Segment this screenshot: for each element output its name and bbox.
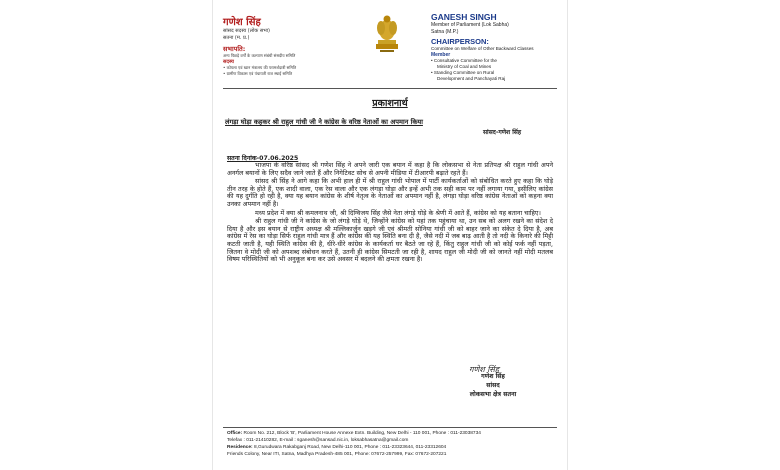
designation-hindi: सांसद सदस्य (लोक सभा) <box>223 28 270 34</box>
residence-address: 8,Gurudwara Rakabganj Road, New Delhi-110 001, Phone : 011-23323644, 011-23312604 <box>253 445 447 450</box>
office-label: Office: <box>227 431 243 436</box>
dateline: सतना दिनांक-07.06.2025 <box>227 155 299 162</box>
residence-label: Residence: <box>227 445 253 450</box>
letter-page <box>213 0 567 470</box>
signatory-area: लोकसभा क्षेत्र सतना <box>469 391 517 398</box>
mp-name-hindi: गणेश सिंह <box>223 17 261 28</box>
signatory-name: गणेश सिंह <box>481 373 505 380</box>
member-item-english-1: • Consultative Committee for the <box>431 58 497 63</box>
subject-text: लंगड़ा घोड़ा कहकर श्री राहुल गांधी जी ने कांग्रेस के वरिष्ठ नेताओं का अपमान किया <box>225 118 423 126</box>
press-subject <box>225 117 555 126</box>
member-label-english: Member <box>431 52 451 58</box>
footer-office <box>227 430 557 437</box>
letterhead-english <box>431 12 561 82</box>
footer-residence <box>227 444 557 451</box>
press-body <box>227 162 553 265</box>
national-emblem-icon <box>372 10 402 54</box>
document-title: प्रकाशनार्थ <box>372 98 408 109</box>
paragraph: सांसद श्री सिंह ने आगे कहा कि अभी हाल ही में श्री राहुल गांधी भोपाल में पार्टी कार्यकर्ताओं को संबोधित करते हुए कहा कि घोड़े तीन तरह के होते हैं, एक शादी वाला, एक रेस वाला और एक लंगड़ा घोड़ा और इन्हें अभी तक सही काम पर नहीं लगाया गया, इसीलिए कांग्रेस की यह दुर्गति हो रही है, क्या यह बयान कांग्रेस के शीर्ष नेतृत्व के नेताओं का अपमान नहीं है, लंगड़ा घोड़ा वरिष्ठ कांग्रेस नेताओं को कहना क्या उनका अपमान नहीं है। <box>227 177 553 208</box>
designation-english: Member of Parliament (Lok Sabha) <box>431 22 509 28</box>
paragraph: श्री राहुल गांधी जी ने कांग्रेस के जो लंगड़े घोड़े थे, जिन्होंने कांग्रेस को यहां तक पहुंचाया था, उन सब को अलग रखने का संदेश दे दिया है और इस बयान से राष्ट्रीय अध्यक्ष श्री मल्लिकार्जुन खड़गे जी एवं श्रीमती सोनिया गांधी जी को बाहर जाने का संकेत दे दिया है, अब कांग्रेस में रेस का घोड़ा सिर्फ राहुल गांधी मात्र हैं और कांग्रेस की यह स्थिति बना दी है, जैसे नदी में जब बाढ़ आती है तो नदी के किनारे की मिट्टी कटती जाती है, यही स्थिति कांग्रेस की है, धीरे-धीरे कांग्रेस के कार्यकर्ता घर बैठते जा रहे हैं, किंतु राहुल गांधी जी को कोई फर्क नहीं पड़ता, जितना वे मोदी जी को अपशब्द संबोधन करते हैं, उतनी ही कांग्रेस सिमटती जा रही है, शायद राहुल जी मोदी जी को जानते नहीं मोदी मतलब विषम परिस्थितियों को भी अनुकूल बना कर उसे अवसर में बदलने की क्षमता रखना है। <box>227 217 553 264</box>
chair-committee-hindi: अन्य पिछड़े वर्गों के कल्याण संबंधी संसदीय समिति <box>223 53 296 58</box>
member-item-english-2b: Development and Panchayati Raj <box>437 76 506 81</box>
member-label-hindi: सदस्य <box>223 59 234 65</box>
mp-name-english: GANESH SINGH <box>431 12 497 22</box>
signature-block <box>463 372 523 399</box>
member-item-hindi-2: • ग्रामीण विकास एवं पंचायती राज स्थाई समिति <box>223 71 292 76</box>
chair-committee-english: Committee on Welfare of Other Backward Classes <box>431 46 534 51</box>
constituency-hindi: सतना (म. प्र.) <box>223 35 250 41</box>
footer-divider <box>223 427 557 428</box>
header-divider <box>223 88 557 89</box>
signatory-title: सांसद <box>486 382 500 389</box>
letterhead-hindi <box>223 14 363 77</box>
footer-residence-2: Friends Colony, Near ITI, Satna, Madhya Pradesh-485 001, Phone: 07672-257999, Fax: 07672-207221 <box>227 452 447 457</box>
paragraph: भाजपा के वरिष्ठ सांसद श्री गणेश सिंह ने अपने जारी एक बयान में कहा है कि लोकसभा से नेता प्रतिपक्ष श्री राहुल गांधी अपने अनर्गल बयानों के लिए सदैव जाने जाते हैं और निगेटिवट सोच से अपनी मीडिया में टीआरपी बढ़ाते रहते हैं। <box>227 161 553 177</box>
footer <box>227 430 557 458</box>
handwritten-signature: गणेश सिंह <box>469 365 499 374</box>
member-item-english-2: • Standing Committee on Rural <box>431 70 495 75</box>
constituency-english: Satna (M.P.) <box>431 29 459 35</box>
byline: सांसद-गणेश सिंह <box>483 129 522 136</box>
member-item-hindi-1: • कोयला एवं खान मंत्रालय की परामर्शदात्री समिति <box>223 65 297 70</box>
paragraph: मध्य प्रदेश में क्या श्री कमलनाथ जी, श्री दिग्विजय सिंह जैसे नेता लंगड़े घोड़े के श्रेणी में आते हैं, कांग्रेस को यह बताना चाहिए। <box>255 208 541 217</box>
chair-label-english: CHAIRPERSON: <box>431 37 489 46</box>
chair-label-hindi: सभापति: <box>223 45 246 53</box>
member-item-english-1b: Ministry of Coal and Mines <box>437 64 492 69</box>
office-address: Room No. 212, Block 'B', Parliament House Annexe Extn. Building, New Delhi - 110 001, Phone : 011-23038734 <box>243 431 481 436</box>
footer-telefax: Telefax : 011-21410282, E-mail : sganesh@sansad.nic.in, loksabhasatna@gmail.com <box>227 438 409 443</box>
